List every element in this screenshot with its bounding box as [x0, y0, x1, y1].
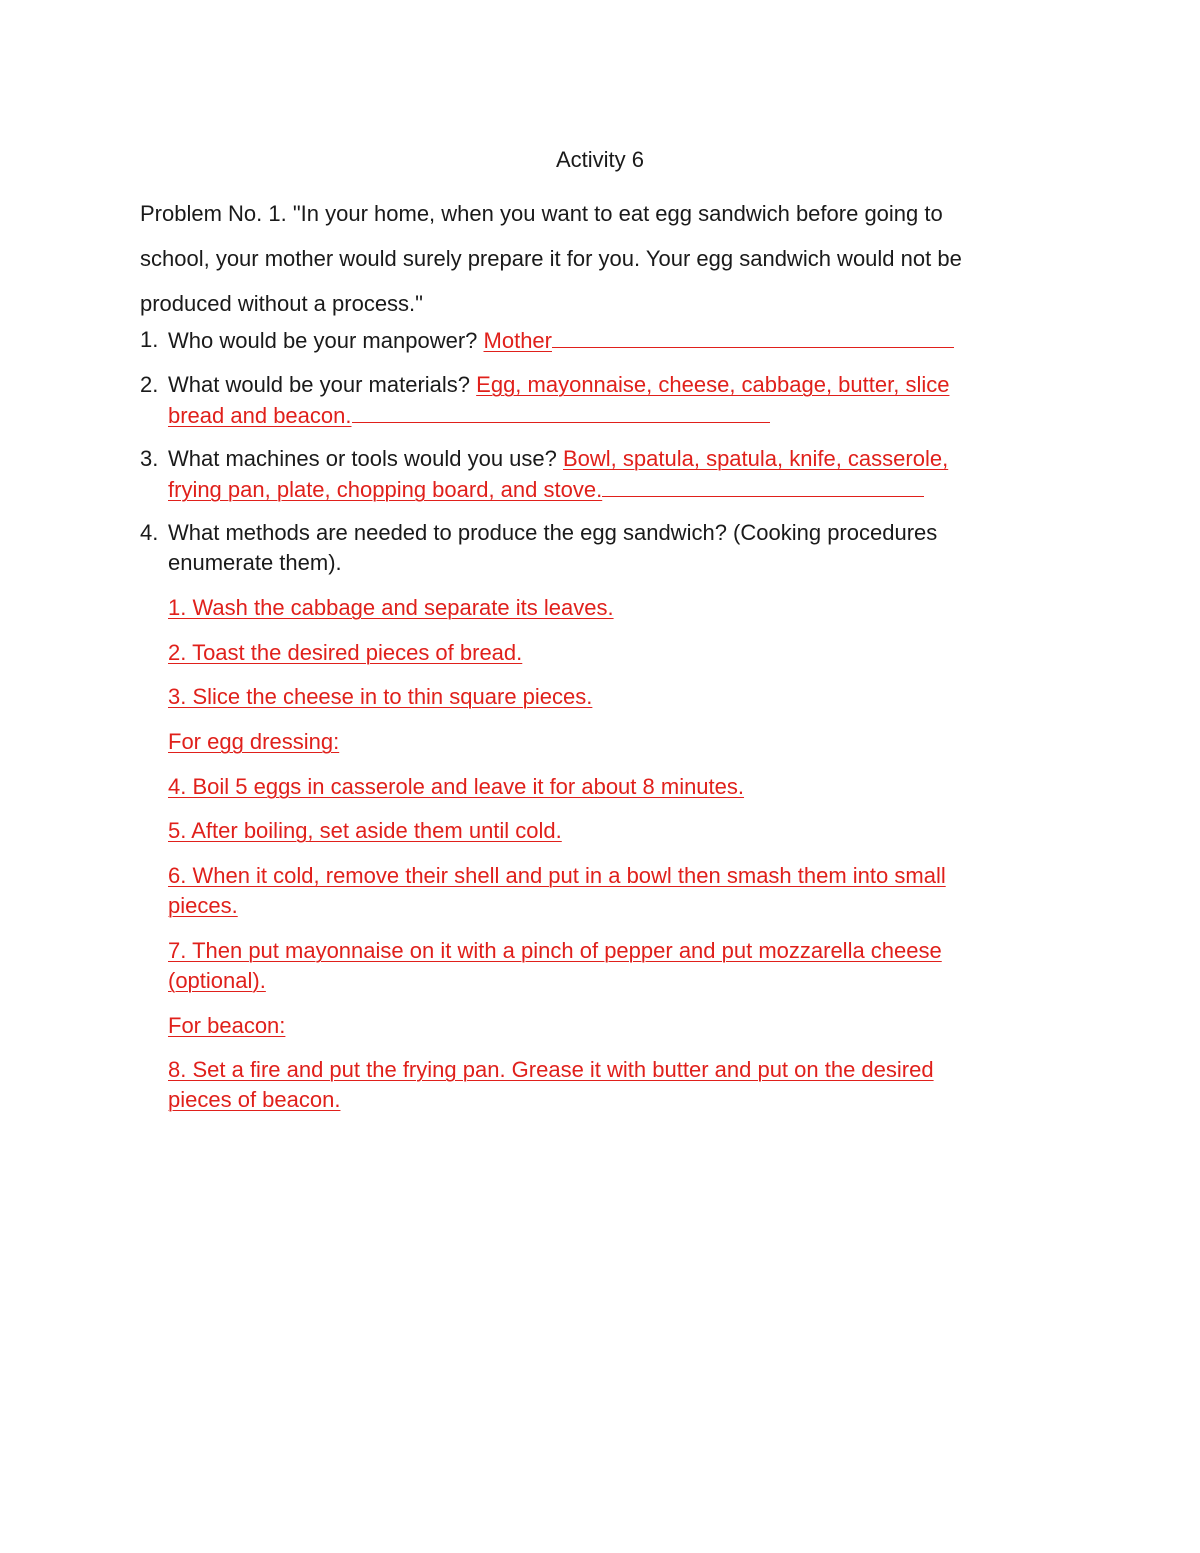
problem-line: Problem No. 1. "In your home, when you want to eat egg sandwich before going to — [140, 201, 943, 226]
answer-text: frying pan, plate, chopping board, and stove. — [168, 477, 603, 502]
method-step — [168, 936, 1048, 996]
problem-line: school, your mother would surely prepare it for you. Your egg sandwich would not be — [140, 246, 962, 271]
method-step — [168, 593, 1048, 623]
step-text: pieces. — [168, 893, 238, 918]
question-number: 2. — [140, 372, 159, 397]
answer-blank — [552, 325, 954, 348]
method-step — [168, 772, 1048, 802]
step-text: 3. Slice the cheese in to thin square pieces. — [168, 684, 593, 709]
step-text: 6. When it cold, remove their shell and put in a bowl then smash them into small — [168, 863, 946, 888]
step-text: pieces of beacon. — [168, 1087, 341, 1112]
question-text: Who would be your manpower? — [168, 328, 478, 353]
answer-text: Egg, mayonnaise, cheese, cabbage, butter, slice — [476, 372, 950, 397]
answer-text: bread and beacon. — [168, 403, 352, 428]
answer-blank — [352, 400, 770, 423]
method-step — [168, 638, 1048, 668]
method-step — [168, 861, 1048, 921]
question-text: enumerate them). — [168, 550, 342, 575]
section-label — [168, 1011, 1048, 1041]
question-number: 3. — [140, 446, 159, 471]
problem-statement — [140, 191, 1040, 326]
step-text: 8. Set a fire and put the frying pan. Grease it with butter and put on the desired — [168, 1057, 934, 1082]
method-step — [168, 1055, 1048, 1115]
step-text: For beacon: — [168, 1013, 286, 1038]
page-title: Activity 6 — [555, 147, 645, 172]
answer-text: Bowl, spatula, spatula, knife, casserole, — [563, 446, 949, 471]
step-text: (optional). — [168, 968, 266, 993]
section-label — [168, 727, 1048, 757]
step-text: For egg dressing: — [168, 729, 340, 754]
answer-text: Mother — [483, 328, 552, 353]
method-step — [168, 816, 1048, 846]
step-text: 2. Toast the desired pieces of bread. — [168, 640, 523, 665]
answer-blank — [602, 474, 924, 497]
method-step — [168, 682, 1048, 712]
question-number: 1. — [140, 327, 159, 352]
question-text: What methods are needed to produce the egg sandwich? (Cooking procedures — [168, 520, 938, 545]
problem-line: produced without a process." — [140, 291, 423, 316]
step-text: 1. Wash the cabbage and separate its leaves. — [168, 595, 614, 620]
question-text: What machines or tools would you use? — [168, 446, 557, 471]
question-text: What would be your materials? — [168, 372, 471, 397]
step-text: 5. After boiling, set aside them until cold. — [168, 818, 562, 843]
question-number: 4. — [140, 520, 159, 545]
step-text: 4. Boil 5 eggs in casserole and leave it for about 8 minutes. — [168, 774, 745, 799]
step-text: 7. Then put mayonnaise on it with a pinch of pepper and put mozzarella cheese — [168, 938, 942, 963]
